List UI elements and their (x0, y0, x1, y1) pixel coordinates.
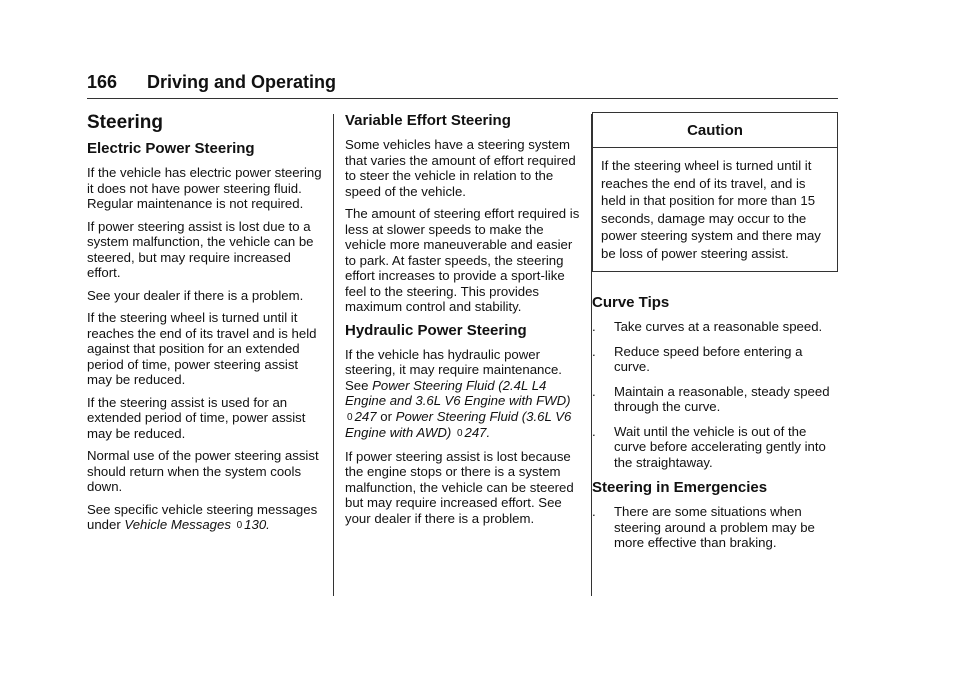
page-ref[interactable]: 130. (244, 517, 270, 532)
paragraph: If the steering wheel is turned until it reaches the end of its travel and is held against that position for an extended period of time, power steering assist may be reduced. (87, 310, 317, 387)
bullet-icon: . (592, 423, 596, 439)
page-header (87, 72, 838, 99)
curve-tips-list (592, 319, 838, 470)
paragraph: Normal use of the power steering assist should return when the system cools down. (87, 448, 319, 494)
steering-title: Steering (87, 112, 164, 133)
bullet-icon: . (592, 504, 596, 519)
paragraph-text: or (380, 408, 392, 424)
page-ref-arrow-icon: 0 (347, 411, 353, 423)
list-item (592, 344, 838, 375)
list-item (592, 504, 838, 551)
paragraph-vehicle-messages (87, 502, 323, 534)
paragraph: If the steering assist is used for an extended period of time, power assist may be reduced. (87, 394, 306, 441)
paragraph: If the vehicle has electric power steering it does not have power steering fluid. Regular maintenance is not required. (87, 165, 322, 211)
list-item (592, 384, 838, 415)
emergencies-heading: Steering in Emergencies (592, 479, 768, 496)
caution-body: If the steering wheel is turned until it reaches the end of its travel, and is held in that position for more than 15 seconds, damage may occur to the power steering system and there may be loss of power steering assist. (601, 158, 821, 261)
caution-box (592, 112, 838, 272)
bullet-icon: . (592, 383, 596, 399)
psf-fwd-link[interactable]: Power Steering Fluid (2.4L L4 Engine and 3.6L V6 Engine with FWD) (345, 377, 571, 408)
paragraph-hydraulic (345, 347, 580, 442)
paragraph: See your dealer if there is a problem. (87, 287, 304, 303)
column-divider (333, 114, 334, 596)
list-item-text: Take curves at a reasonable speed. (614, 319, 823, 334)
list-item-text: There are some situations when steering around a problem may be more effective than braking. (614, 504, 815, 550)
column-1 (87, 112, 323, 541)
paragraph-text: If the vehicle has hydraulic power steering, it may require maintenance. See (345, 346, 562, 393)
column-2 (345, 112, 580, 533)
eps-heading: Electric Power Steering (87, 140, 255, 157)
page-ref-arrow-icon: 0 (236, 520, 243, 531)
paragraph: If power steering assist is lost because the engine stops or there is a system malfunction, the vehicle can be steered but may require increased effort. See your dealer if there is a problem. (345, 448, 574, 526)
page-ref[interactable]: 247 (354, 408, 377, 424)
psf-awd-link[interactable]: Power Steering Fluid (3.6L V6 Engine with AWD) (345, 408, 572, 440)
list-item (592, 319, 838, 335)
paragraph: Some vehicles have a steering system that varies the amount of effort required to steer the vehicle in relation to the speed of the vehicle. (345, 137, 576, 199)
bullet-icon: . (592, 319, 596, 334)
list-item-text: Maintain a reasonable, steady speed through the curve. (614, 383, 830, 414)
list-item-text: Reduce speed before entering a curve. (614, 343, 803, 374)
ves-heading: Variable Effort Steering (345, 112, 511, 129)
curve-tips-heading: Curve Tips (592, 294, 670, 311)
list-item (592, 424, 838, 471)
paragraph-text: See specific vehicle steering messages under (87, 501, 318, 532)
caution-title: Caution (593, 113, 837, 148)
page-ref-arrow-icon: 0 (456, 428, 463, 439)
paragraph: The amount of steering effort required is less at slower speeds to make the vehicle more maneuverable and easier to park. At faster speeds, the steering effort increases to provide a sport-like feel to the steering. This provides maximum control and stability. (345, 206, 580, 314)
list-item-text: Wait until the vehicle is out of the curve before accelerating gently into the straightaway. (614, 423, 826, 470)
page-number: 166 (87, 72, 118, 92)
page-ref[interactable]: 247. (464, 425, 491, 440)
section-title: Driving and Operating (147, 72, 337, 92)
paragraph: If power steering assist is lost due to a system malfunction, the vehicle can be steered, but may require increased effort. (87, 218, 314, 280)
hps-heading: Hydraulic Power Steering (345, 321, 527, 339)
vehicle-messages-link[interactable]: Vehicle Messages (124, 517, 231, 532)
emergencies-list (592, 504, 838, 551)
column-3 (592, 112, 838, 560)
bullet-icon: . (592, 343, 596, 359)
